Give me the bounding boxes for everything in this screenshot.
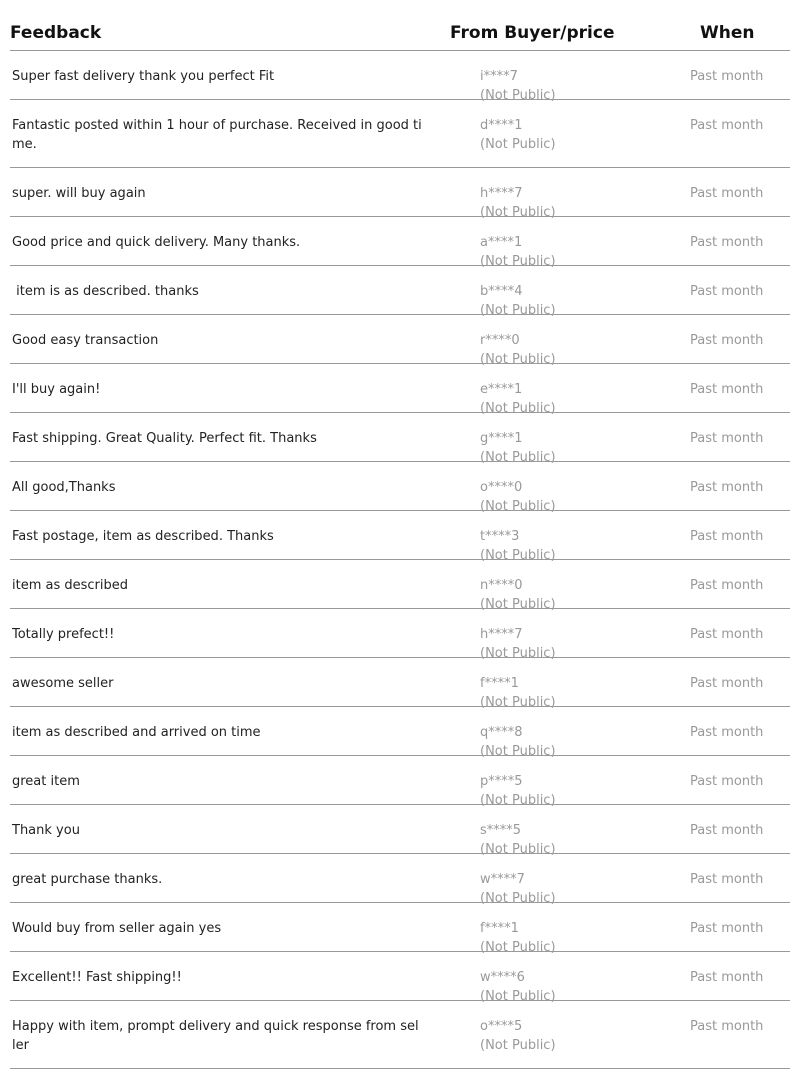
buyer-id: h****7	[480, 186, 523, 201]
feedback-text: great item	[12, 774, 80, 789]
buyer-id: p****5	[480, 774, 523, 789]
buyer-privacy: (Not Public)	[480, 793, 556, 808]
buyer-privacy: (Not Public)	[480, 646, 556, 661]
feedback-text: Would buy from seller again yes	[12, 921, 222, 936]
feedback-text: All good,Thanks	[12, 480, 116, 495]
feedback-text: Fantastic posted within 1 hour of purchase. Received in good time.	[12, 118, 422, 152]
buyer-privacy: (Not Public)	[480, 352, 556, 367]
when-text: Past month	[690, 578, 764, 593]
table-row	[10, 609, 790, 661]
feedback-text: Good price and quick delivery. Many thanks.	[12, 235, 301, 250]
buyer-id: i****7	[480, 69, 518, 84]
buyer-id: s****5	[480, 823, 522, 838]
buyer-privacy: (Not Public)	[480, 940, 556, 955]
buyer-cell	[480, 116, 556, 154]
buyer-id: f****1	[480, 921, 519, 936]
buyer-privacy: (Not Public)	[480, 1038, 556, 1053]
feedback-text: Good easy transaction	[12, 333, 159, 348]
feedback-table	[10, 16, 790, 1069]
table-row	[10, 560, 790, 612]
buyer-privacy: (Not Public)	[480, 137, 556, 152]
feedback-text: item as described and arrived on time	[12, 725, 261, 740]
feedback-text: Happy with item, prompt delivery and quick response from seller	[12, 1019, 419, 1053]
buyer-privacy: (Not Public)	[480, 597, 556, 612]
table-row	[10, 266, 790, 318]
when-text: Past month	[690, 235, 764, 250]
table-row	[10, 805, 790, 857]
feedback-text: item as described	[12, 578, 129, 593]
buyer-privacy: (Not Public)	[480, 254, 556, 269]
feedback-text: Thank you	[12, 823, 80, 838]
when-text: Past month	[690, 872, 764, 887]
table-row	[10, 168, 790, 220]
buyer-id: b****4	[480, 284, 523, 299]
when-column-header: When	[700, 23, 755, 43]
table-row	[10, 51, 790, 103]
when-text: Past month	[690, 284, 764, 299]
feedback-text: great purchase thanks.	[12, 872, 163, 887]
when-text: Past month	[690, 69, 764, 84]
buyer-privacy: (Not Public)	[480, 401, 556, 416]
when-text: Past month	[690, 823, 764, 838]
buyer-id: w****7	[480, 872, 525, 887]
buyer-privacy: (Not Public)	[480, 891, 556, 906]
buyer-id: r****0	[480, 333, 520, 348]
buyer-privacy: (Not Public)	[480, 303, 556, 318]
buyer-privacy: (Not Public)	[480, 842, 556, 857]
buyer-privacy: (Not Public)	[480, 548, 556, 563]
table-row	[10, 903, 790, 955]
table-row	[10, 707, 790, 759]
buyer-id: e****1	[480, 382, 523, 397]
table-row	[10, 217, 790, 269]
feedback-text: Fast postage, item as described. Thanks	[12, 529, 274, 544]
feedback-text: Super fast delivery thank you perfect Fit	[12, 69, 275, 84]
table-row	[10, 315, 790, 367]
buyer-privacy: (Not Public)	[480, 695, 556, 710]
buyer-id: f****1	[480, 676, 519, 691]
table-header	[10, 16, 790, 51]
table-row	[10, 100, 790, 168]
table-row	[10, 511, 790, 563]
buyer-privacy: (Not Public)	[480, 450, 556, 465]
buyer-id: g****1	[480, 431, 523, 446]
buyer-cell	[480, 1017, 556, 1055]
when-text: Past month	[690, 118, 764, 133]
buyer-privacy: (Not Public)	[480, 205, 556, 220]
when-text: Past month	[690, 333, 764, 348]
buyer-id: h****7	[480, 627, 523, 642]
feedback-text: super. will buy again	[12, 186, 146, 201]
when-text: Past month	[690, 725, 764, 740]
buyer-id: q****8	[480, 725, 523, 740]
buyer-privacy: (Not Public)	[480, 989, 556, 1004]
when-text: Past month	[690, 627, 764, 642]
buyer-id: a****1	[480, 235, 523, 250]
buyer-id: w****6	[480, 970, 525, 985]
feedback-text: item is as described. thanks	[12, 284, 199, 299]
when-text: Past month	[690, 186, 764, 201]
table-row	[10, 1001, 790, 1069]
table-row	[10, 413, 790, 465]
buyer-privacy: (Not Public)	[480, 88, 556, 103]
when-text: Past month	[690, 921, 764, 936]
when-text: Past month	[690, 480, 764, 495]
buyer-column-header: From Buyer/price	[450, 23, 615, 43]
buyer-id: n****0	[480, 578, 523, 593]
buyer-id: o****0	[480, 480, 523, 495]
when-text: Past month	[690, 676, 764, 691]
when-text: Past month	[690, 1019, 764, 1034]
table-row	[10, 952, 790, 1004]
when-text: Past month	[690, 431, 764, 446]
buyer-privacy: (Not Public)	[480, 744, 556, 759]
table-row	[10, 364, 790, 416]
feedback-text: Excellent!! Fast shipping!!	[12, 970, 182, 985]
table-row	[10, 854, 790, 906]
when-text: Past month	[690, 529, 764, 544]
feedback-text: Totally prefect!!	[12, 627, 115, 642]
when-text: Past month	[690, 970, 764, 985]
buyer-id: d****1	[480, 118, 523, 133]
table-row	[10, 658, 790, 710]
buyer-id: o****5	[480, 1019, 523, 1034]
when-text: Past month	[690, 774, 764, 789]
feedback-text: Fast shipping. Great Quality. Perfect fit. Thanks	[12, 431, 317, 446]
table-row	[10, 462, 790, 514]
when-text: Past month	[690, 382, 764, 397]
table-row	[10, 756, 790, 808]
feedback-text: awesome seller	[12, 676, 114, 691]
feedback-column-header: Feedback	[10, 23, 102, 43]
feedback-text: I'll buy again!	[12, 382, 101, 397]
buyer-privacy: (Not Public)	[480, 499, 556, 514]
buyer-id: t****3	[480, 529, 520, 544]
